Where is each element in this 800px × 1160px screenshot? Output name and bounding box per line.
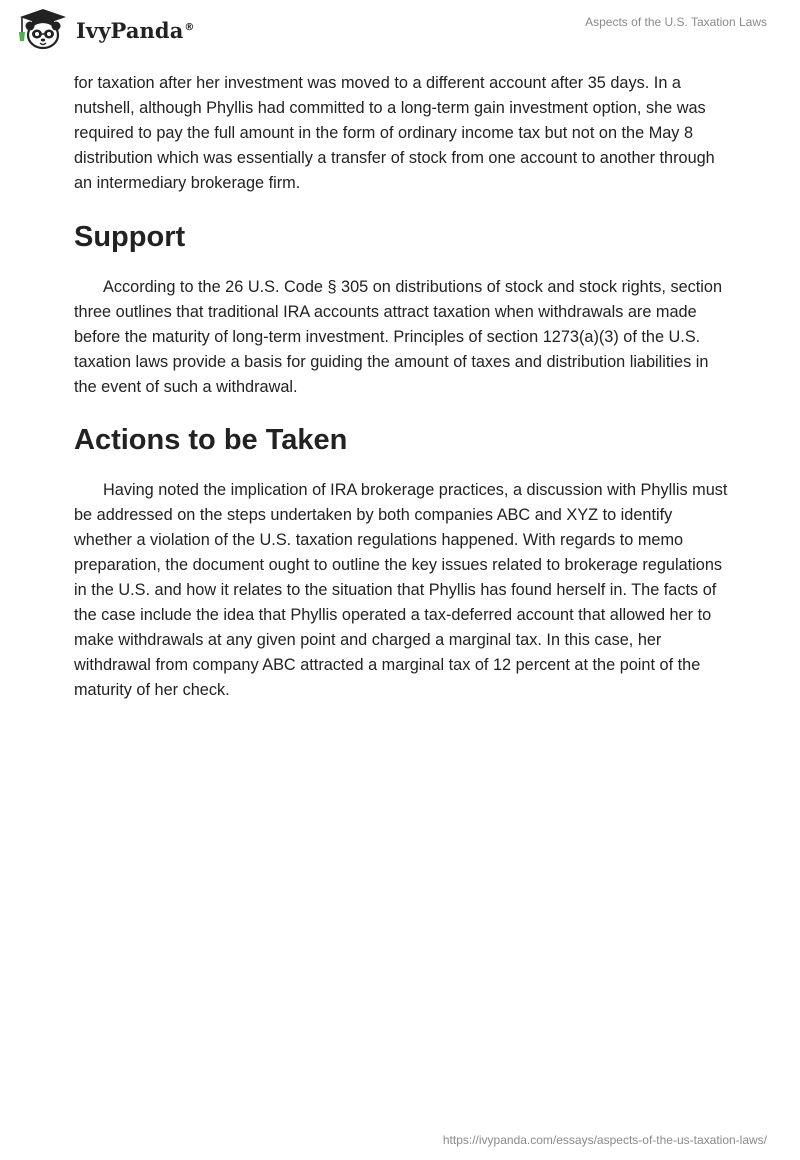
panda-graduate-icon	[14, 8, 72, 50]
essay-content	[74, 71, 729, 703]
section-heading-actions: Actions to be Taken	[74, 424, 348, 456]
page-header	[0, 0, 800, 64]
logo-text: IvyPanda®	[76, 17, 195, 43]
section-paragraph-support: According to the 26 U.S. Code § 305 on distributions of stock and stock rights, section three outlines that traditional IRA accounts attract taxation when withdrawals are made before the maturity of long-term investment. Principles of section 1273(a)(3) of the U.S. taxation laws provide a basis for guiding the amount of taxes and distribution liabilities in the event of such a withdrawal.	[74, 278, 723, 396]
intro-paragraph: for taxation after her investment was moved to a different account after 35 days. In a nutshell, although Phyllis had committed to a long-term gain investment option, she was required to pay the full amount in the form of ordinary income tax but not on the May 8 distribution which was essentially a transfer of stock from one account to another through an intermediary brokerage firm.	[74, 74, 715, 192]
registered-mark: ®	[184, 21, 195, 33]
ivypanda-logo[interactable]	[14, 8, 195, 50]
section-paragraph-actions: Having noted the implication of IRA brokerage practices, a discussion with Phyllis must be addressed on the steps undertaken by both companies ABC and XYZ to identify whether a violation of the U.S. taxation regulations happened. With regards to memo preparation, the document ought to outline the key issues related to brokerage regulations in the U.S. and how it relates to the situation that Phyllis has found herself in. The facts of the case include the idea that Phyllis operated a tax-deferred account that allowed her to make withdrawals at any given point and charged a marginal tax. In this case, her withdrawal from company ABC attracted a marginal tax of 12 percent at the point of the maturity of her check.	[74, 481, 728, 699]
source-url-link[interactable]: https://ivypanda.com/essays/aspects-of-the-us-taxation-laws/	[442, 1133, 767, 1147]
document-title: Aspects of the U.S. Taxation Laws	[585, 15, 767, 29]
section-heading-support: Support	[74, 221, 186, 253]
